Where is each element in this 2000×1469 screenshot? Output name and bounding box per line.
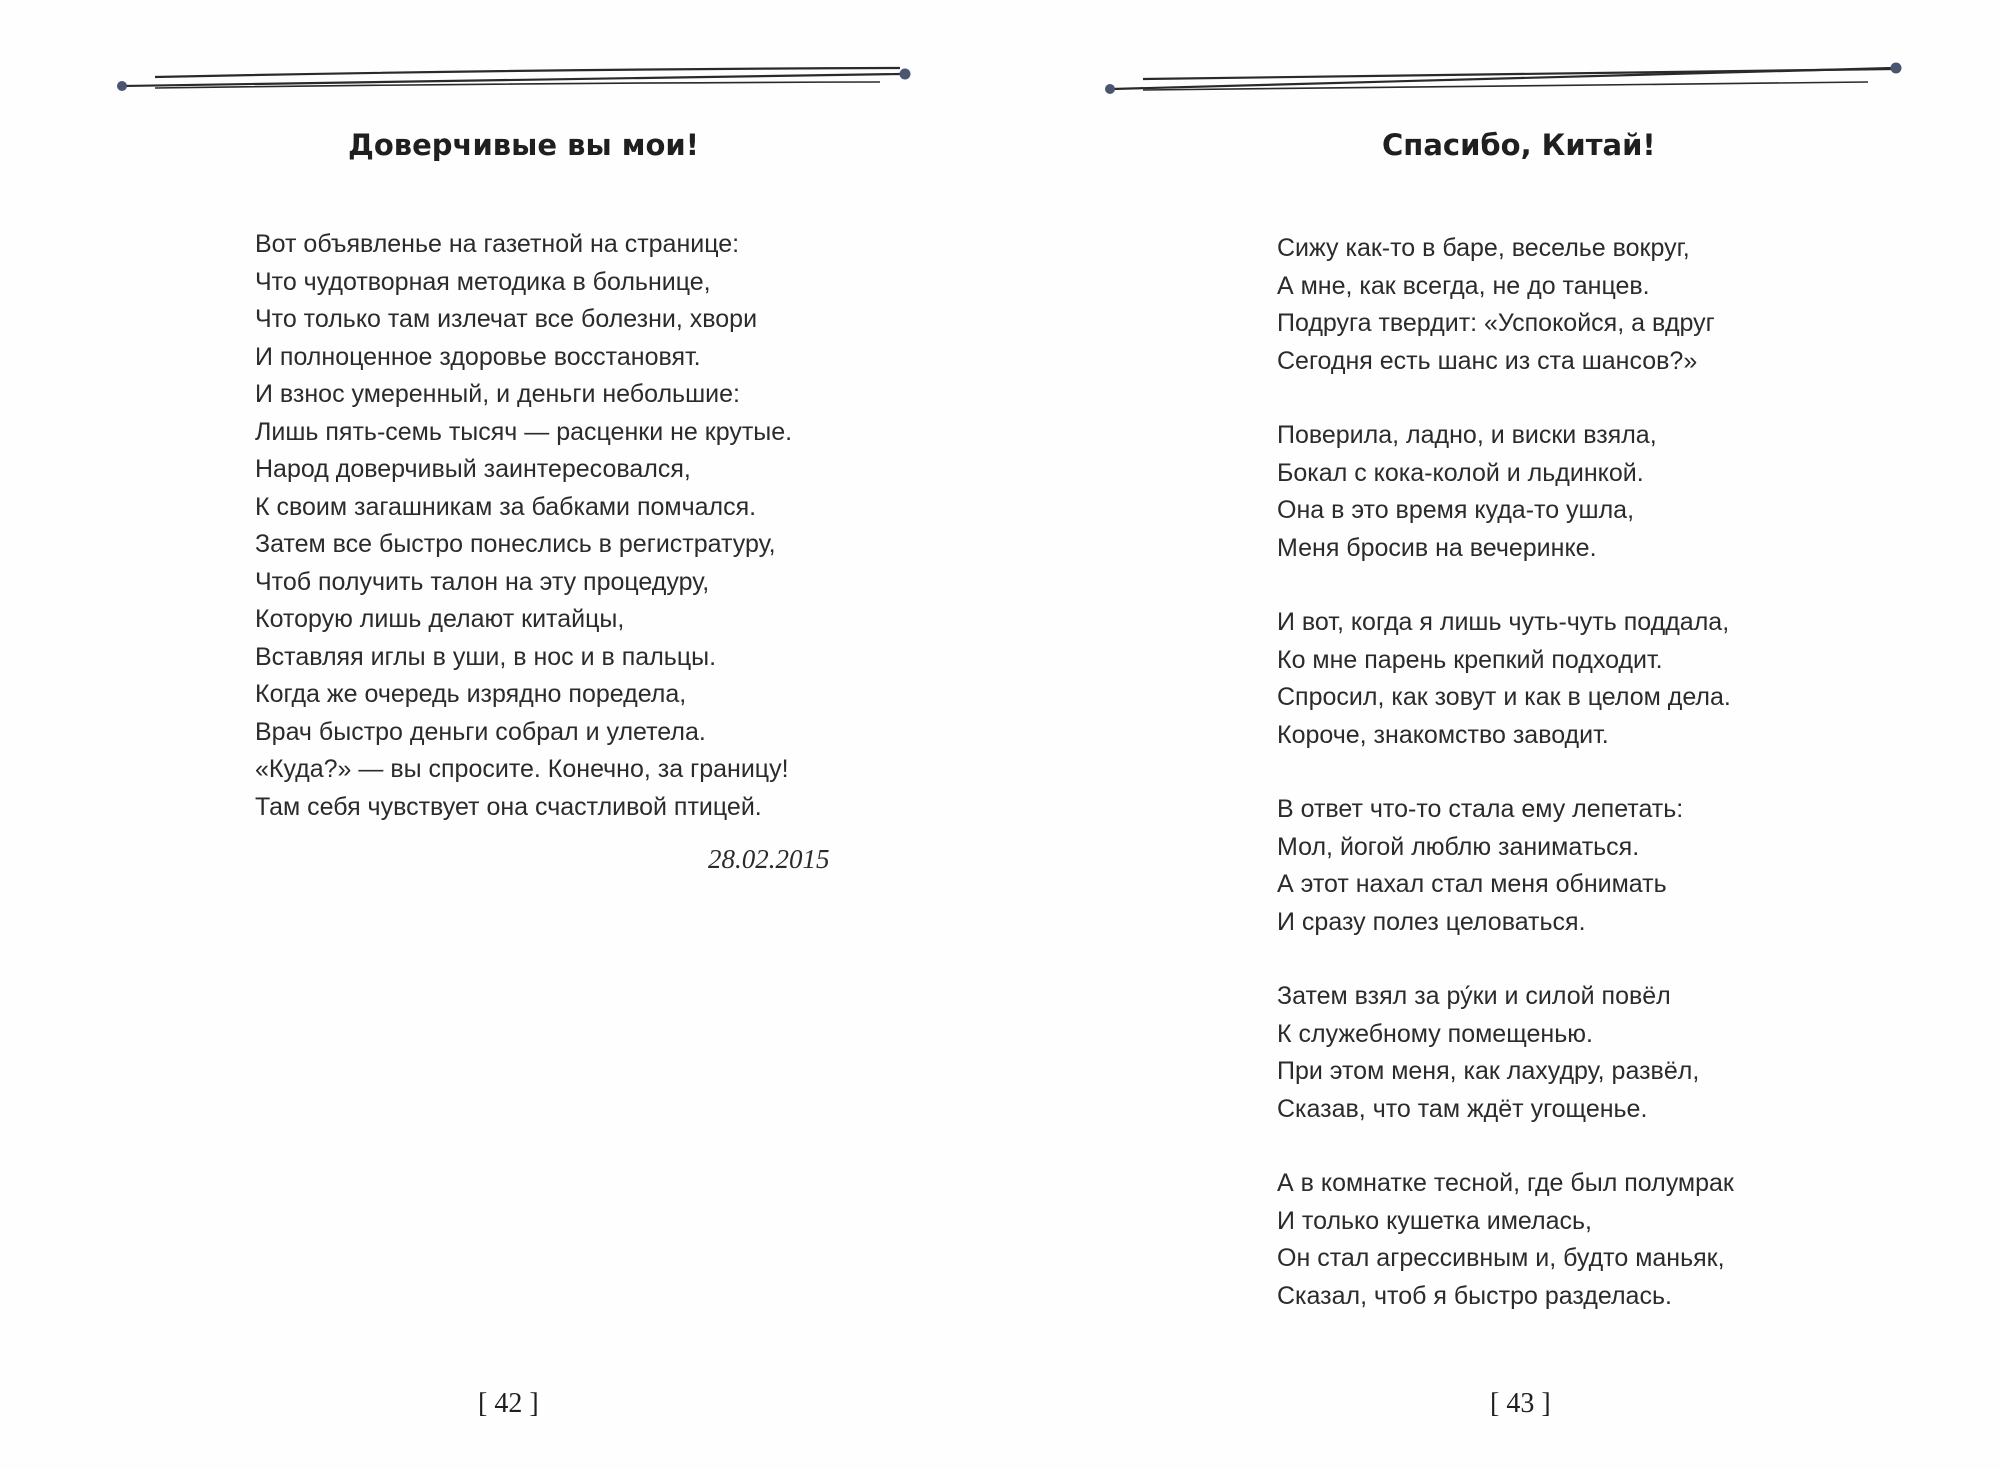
poem-line: Короче, знакомство заводит. xyxy=(1277,720,1609,749)
right-page-number: [ 43 ] xyxy=(1490,1388,1551,1419)
poem-stanza xyxy=(1277,417,1734,567)
poem-line: Сказал, чтоб я быстро разделась. xyxy=(1277,1281,1672,1310)
poem-line: И взнос умеренный, и деньги небольшие: xyxy=(255,380,740,408)
right-page xyxy=(1000,0,2000,1469)
poem-stanza xyxy=(1277,791,1734,941)
poem-stanza xyxy=(1277,230,1734,380)
left-page-number: [ 42 ] xyxy=(478,1388,539,1419)
poem-line: Вставляя иглы в уши, в нос и в пальцы. xyxy=(255,642,717,671)
poem-line: Вот объявленье на газетной на странице: xyxy=(255,230,740,258)
poem-line: Мол, йогой люблю заниматься. xyxy=(1277,832,1640,861)
poem-line: К своим загашникам за бабками помчался. xyxy=(255,492,757,521)
left-poem-title: Доверчивые вы мои! xyxy=(348,128,699,162)
left-header-ornament xyxy=(110,50,930,100)
poem-line: К служебному помещенью. xyxy=(1277,1019,1593,1048)
poem-line: И сразу полез целоваться. xyxy=(1277,907,1586,936)
double-line-ornament-icon xyxy=(1098,50,1908,100)
poem-line: Затем взял за ру́ки и силой повёл xyxy=(1277,982,1671,1010)
right-header-ornament xyxy=(1098,50,1908,100)
poem-line: При этом меня, как лахудру, развёл, xyxy=(1277,1057,1700,1085)
poem-line: А этот нахал стал меня обнимать xyxy=(1277,870,1667,898)
poem-line: В ответ что-то стала ему лепетать: xyxy=(1277,795,1684,823)
poem-line: Чтоб получить талон на эту процедуру, xyxy=(255,567,710,596)
poem-line: Затем все быстро понеслись в регистратуру, xyxy=(255,530,776,558)
poem-line: Лишь пять-семь тысяч — расценки не крутые. xyxy=(255,417,793,446)
poem-line: «Куда?» — вы спросите. Конечно, за границу! xyxy=(255,755,789,783)
poem-stanza xyxy=(1277,978,1734,1128)
poem-line: Которую лишь делают китайцы, xyxy=(255,605,625,633)
poem-line: А в комнатке тесной, где был полумрак xyxy=(1277,1169,1734,1197)
poem-line: И полноценное здоровье восстановят. xyxy=(255,342,701,371)
poem-stanza xyxy=(1277,604,1734,754)
poem-line: Поверила, ладно, и виски взяла, xyxy=(1277,421,1657,449)
poem-line: И только кушетка имелась, xyxy=(1277,1206,1592,1235)
poem-stanza xyxy=(1277,1165,1734,1315)
left-poem-body xyxy=(255,226,792,826)
poem-line: Подруга твердит: «Успокойся, а вдруг xyxy=(1277,309,1715,337)
poem-line: Бокал с кока-колой и льдинкой. xyxy=(1277,458,1644,487)
poem-line: Там себя чувствует она счастливой птицей. xyxy=(255,792,762,821)
poem-line: Народ доверчивый заинтересовался, xyxy=(255,455,691,483)
poem-date: 28.02.2015 xyxy=(708,844,830,874)
poem-line: Сегодня есть шанс из ста шансов?» xyxy=(1277,346,1698,375)
poem-line: Сказав, что там ждёт угощенье. xyxy=(1277,1094,1648,1123)
poem-line: А мне, как всегда, не до танцев. xyxy=(1277,271,1650,300)
poem-line: Что чудотворная методика в больнице, xyxy=(255,267,711,296)
poem-line: Она в это время куда-то ушла, xyxy=(1277,496,1635,524)
poem-line: Меня бросив на вечеринке. xyxy=(1277,533,1597,562)
right-poem-title: Спасибо, Китай! xyxy=(1382,128,1656,162)
double-line-ornament-icon xyxy=(110,50,930,100)
poem-line: И вот, когда я лишь чуть-чуть поддала, xyxy=(1277,608,1730,636)
poem-line: Когда же очередь изрядно поредела, xyxy=(255,680,687,708)
poem-line: Сижу как-то в баре, веселье вокруг, xyxy=(1277,234,1690,262)
poem-line: Спросил, как зовут и как в целом дела. xyxy=(1277,683,1731,711)
poem-line: Ко мне парень крепкий подходит. xyxy=(1277,645,1663,674)
poem-line: Что только там излечат все болезни, хвори xyxy=(255,305,758,333)
right-poem-body xyxy=(1277,230,1734,1315)
poem-line: Врач быстро деньги собрал и улетела. xyxy=(255,717,706,746)
poem-line: Он стал агрессивным и, будто маньяк, xyxy=(1277,1244,1725,1272)
